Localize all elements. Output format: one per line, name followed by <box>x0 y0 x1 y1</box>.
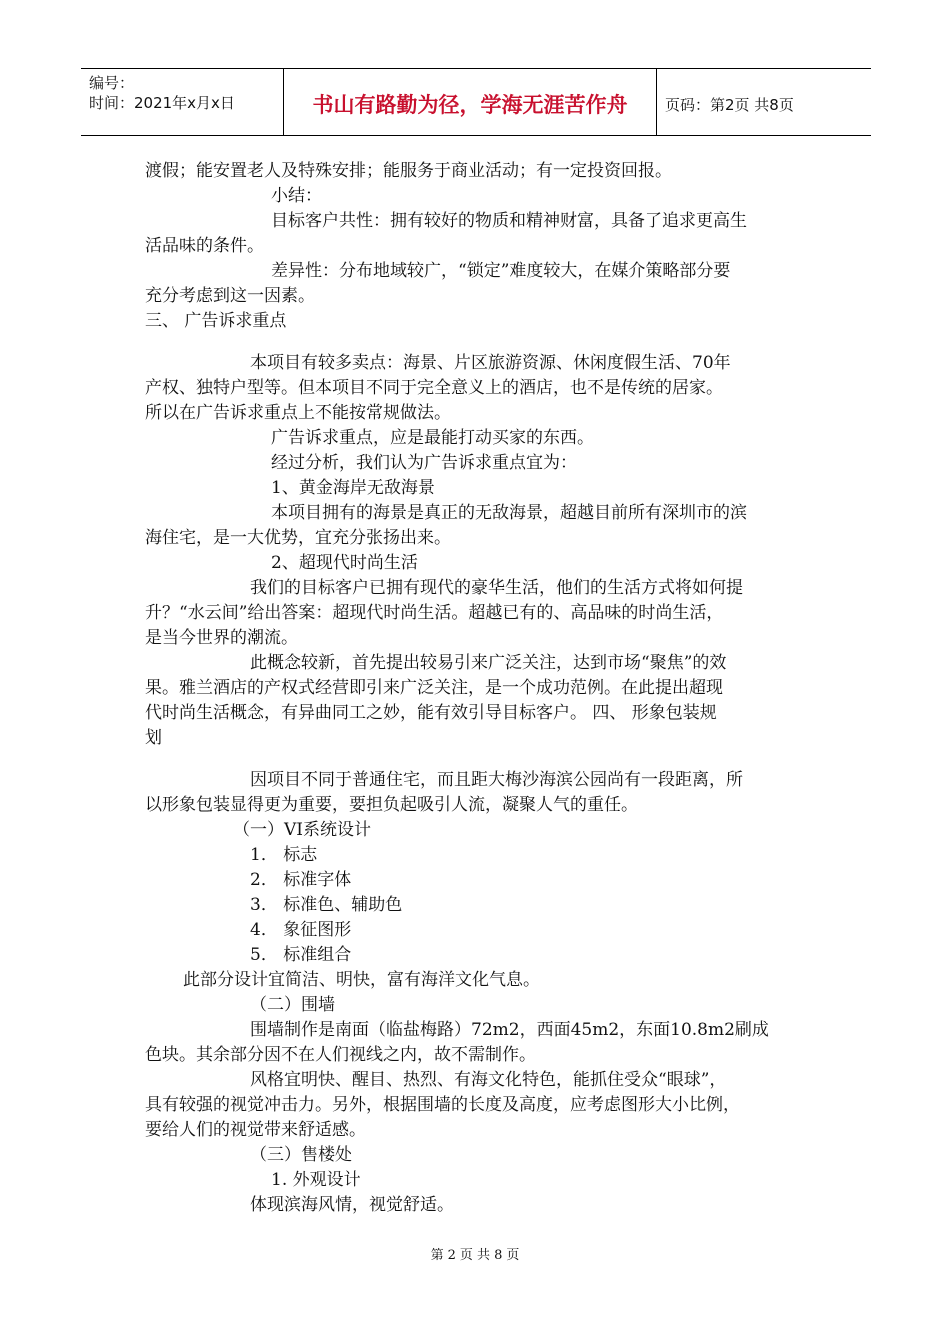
body-line: 风格宜明快、醒目、热烈、有海文化特色，能抓住受众“眼球”， <box>250 1070 727 1090</box>
list-item: 4． 象征图形 <box>250 920 352 940</box>
body-line: 活品味的条件。 <box>145 236 264 256</box>
body-line: 升？“水云间”给出答案：超现代时尚生活。超越已有的、高品味的时尚生活， <box>145 603 724 623</box>
list-item: 1． 标志 <box>250 845 318 865</box>
body-line: 要给人们的视觉带来舒适感。 <box>145 1120 366 1140</box>
body-line: 是当今世界的潮流。 <box>145 628 298 648</box>
body-line: 我们的目标客户已拥有现代的豪华生活，他们的生活方式将如何提 <box>250 578 743 598</box>
body-line: 色块。其余部分因不在人们视线之内，故不需制作。 <box>145 1045 536 1065</box>
subsection-heading: （二）围墙 <box>250 995 335 1015</box>
body-line: 产权、独特户型等。但本项目不同于完全意义上的酒店，也不是传统的居家。 <box>145 378 723 398</box>
section-heading: 三、 广告诉求重点 <box>145 311 287 331</box>
body-line: 渡假；能安置老人及特殊安排；能服务于商业活动；有一定投资回报。 <box>145 161 672 181</box>
body-line: 差异性：分布地域较广，“锁定”难度较大，在媒介策略部分要 <box>271 261 731 281</box>
list-heading: 1、黄金海岸无敌海景 <box>271 478 435 498</box>
list-item: 5． 标准组合 <box>250 945 352 965</box>
page-header <box>81 68 871 136</box>
body-line: 目标客户共性：拥有较好的物质和精神财富，具备了追求更高生 <box>271 211 747 231</box>
list-item: 1. 外观设计 <box>271 1170 361 1190</box>
body-line: 海住宅，是一大优势，宜充分张扬出来。 <box>145 528 451 548</box>
header-motto: 书山有路勤为径，学海无涯苦作舟 <box>284 69 657 135</box>
subsection-heading: （三）售楼处 <box>250 1145 352 1165</box>
body-line: 体现滨海风情，视觉舒适。 <box>250 1195 454 1215</box>
footer-suffix: 页 <box>506 1248 520 1263</box>
body-line: 本项目拥有的海景是真正的无敌海景，超越目前所有深圳市的滨 <box>271 503 747 523</box>
footer-total-pages: 8 <box>494 1248 503 1263</box>
body-line: 所以在广告诉求重点上不能按常规做法。 <box>145 403 451 423</box>
list-item: 2． 标准字体 <box>250 870 352 890</box>
body-line: 以形象包装显得更为重要，要担负起吸引人流，凝聚人气的重任。 <box>145 795 638 815</box>
body-line: 充分考虑到这一因素。 <box>145 286 315 306</box>
body-line: 此部分设计宜简洁、明快，富有海洋文化气息。 <box>183 970 540 990</box>
page-footer <box>0 1244 950 1263</box>
body-line: 经过分析，我们认为广告诉求重点宜为： <box>271 453 577 473</box>
body-line: 此概念较新，首先提出较易引来广泛关注，达到市场“聚焦”的效 <box>250 653 727 673</box>
body-line: 广告诉求重点，应是最能打动买家的东西。 <box>271 428 594 448</box>
body-line: 具有较强的视觉冲击力。另外，根据围墙的长度及高度，应考虑图形大小比例， <box>145 1095 740 1115</box>
body-line: 划 <box>145 728 162 748</box>
body-line: 代时尚生活概念，有异曲同工之妙，能有效引导目标客户。 四、 形象包装规 <box>145 703 717 723</box>
footer-current-page: 2 <box>447 1248 456 1263</box>
body-line: 本项目有较多卖点：海景、片区旅游资源、休闲度假生活、70年 <box>250 353 731 373</box>
header-meta <box>81 69 284 135</box>
subsection-heading: （一）VI系统设计 <box>233 820 371 840</box>
body-line: 果。雅兰酒店的产权式经营即引来广泛关注，是一个成功范例。在此提出超现 <box>145 678 723 698</box>
section-subheading: 小结： <box>271 186 322 206</box>
list-heading: 2、超现代时尚生活 <box>271 553 418 573</box>
document-date: 时间：2021年x月x日 <box>89 94 235 112</box>
body-line: 围墙制作是南面（临盐梅路）72m2，西面45m2，东面10.8m2刷成 <box>250 1020 769 1040</box>
header-page-info: 页码：第2页 共8页 <box>665 95 794 114</box>
footer-prefix: 第 <box>430 1248 444 1263</box>
body-line: 因项目不同于普通住宅，而且距大梅沙海滨公园尚有一段距离，所 <box>250 770 743 790</box>
list-item: 3． 标准色、辅助色 <box>250 895 403 915</box>
footer-middle: 页 共 <box>459 1248 491 1263</box>
document-number-label: 编号： <box>89 74 135 92</box>
